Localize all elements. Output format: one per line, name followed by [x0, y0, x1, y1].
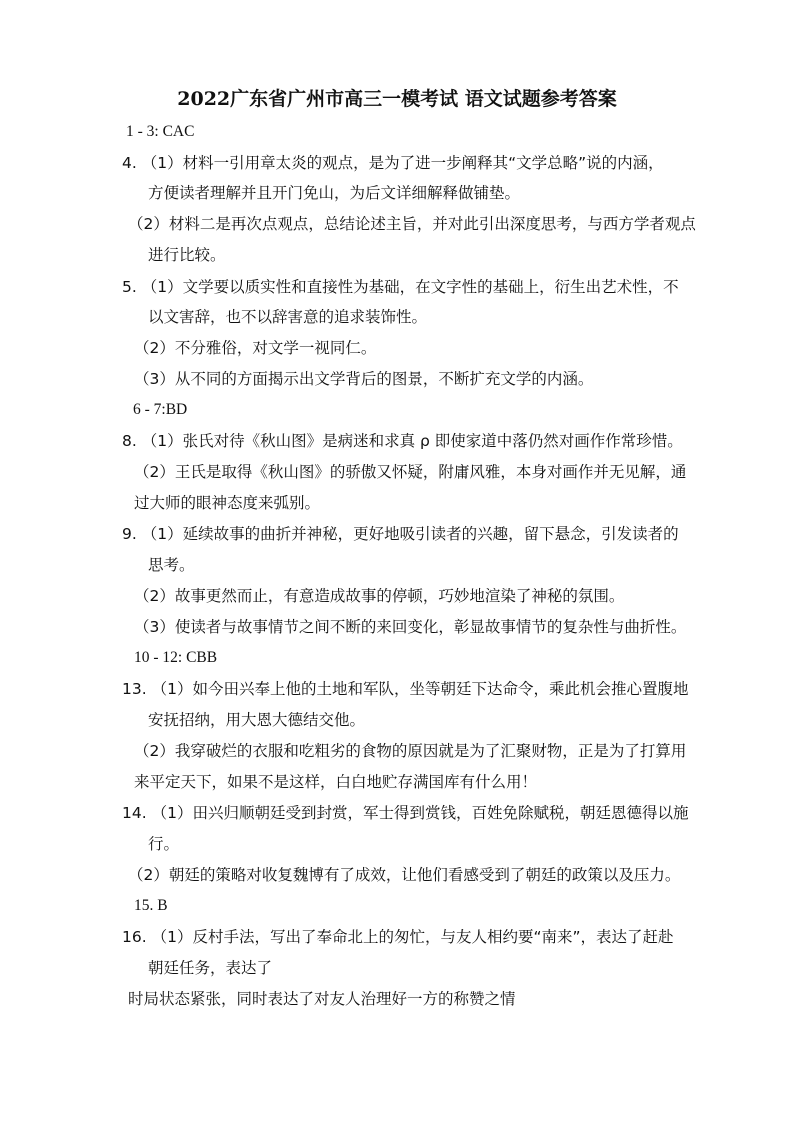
answer-line-4-a: 4. （1）材料一引用章太炎的观点，是为了进一步阐释其“文学总略”说的内涵，	[122, 154, 664, 172]
answer-line-10-12: 10 - 12: CBB	[134, 649, 218, 666]
answer-line-14-a: 14. （1）田兴归顺朝廷受到封赏，军士得到赏钱，百姓免除赋税，朝廷恩德得以施	[122, 804, 689, 822]
answer-line-5-c: （2）不分雅俗，对文学一视同仁。	[134, 339, 377, 357]
answer-line-4-d: 进行比较。	[148, 246, 226, 264]
page-title: 2022广东省广州市高三一模考试 语文试题参考答案	[177, 88, 617, 110]
answer-line-13-b: 安抚招纳，用大恩大德结交他。	[148, 711, 366, 729]
answer-line-13-c: （2）我穿破烂的衣服和吃粗劣的食物的原因就是为了汇聚财物，正是为了打算用	[134, 742, 687, 760]
answer-line-15: 15. B	[134, 897, 168, 914]
answer-line-1-3: 1 - 3: CAC	[126, 123, 195, 140]
answer-line-14-b: 行。	[148, 835, 180, 853]
answer-line-8-c: 过大师的眼神态度来弧别。	[134, 494, 321, 512]
answer-line-9-a: 9. （1）延续故事的曲折并神秘，更好地吸引读者的兴趣，留下悬念，引发读者的	[122, 525, 679, 543]
answer-line-16-a: 16. （1）反村手法，写出了奉命北上的匆忙，与友人相约要“南来”，表达了赶赴	[122, 928, 674, 946]
answer-line-8-a: 8. （1）张氏对待《秋山图》是病迷和求真 ρ 即使家道中落仍然对画作作常珍惜。	[122, 432, 683, 450]
answer-line-4-b: 方便读者理解并且开门免山，为后文详细解释做铺垫。	[148, 184, 521, 202]
answer-line-13-d: 来平定天下，如果不是这样，白白地贮存满国库有什么用！	[134, 773, 538, 791]
answer-line-9-b: 思考。	[148, 556, 195, 574]
answer-line-16-c: 时局状态紧张，同时表达了对友人治理好一方的称赞之情	[128, 990, 516, 1008]
answer-line-9-d: （3）使读者与故事情节之间不断的来回变化，彰显故事情节的复杂性与曲折性。	[134, 618, 687, 636]
answer-line-14-c: （2）朝廷的策略对收复魏博有了成效，让他们看感受到了朝廷的政策以及压力。	[128, 866, 681, 884]
answer-line-9-c: （2）故事更然而止，有意造成故事的停顿，巧妙地渲染了神秘的氛围。	[134, 587, 625, 605]
answer-line-8-b: （2）王氏是取得《秋山图》的骄傲又怀疑，附庸风雅，本身对画作并无见解，通	[134, 463, 687, 481]
answer-line-6-7: 6 - 7:BD	[133, 401, 188, 418]
answer-line-5-a: 5. （1）文学要以质实性和直接性为基础，在文字性的基础上，衍生出艺术性，不	[122, 278, 679, 296]
answer-line-13-a: 13. （1）如今田兴奉上他的土地和军队，坐等朝廷下达命令，乘此机会推心置腹地	[122, 680, 689, 698]
answer-line-5-d: （3）从不同的方面揭示出文学背后的图景，不断扩充文学的内涵。	[134, 370, 594, 388]
answer-line-4-c: （2）材料二是再次点观点，总结论述主旨，并对此引出深度思考，与西方学者观点	[128, 215, 696, 233]
answer-line-5-b: 以文害辞，也不以辞害意的追求装饰性。	[148, 308, 428, 326]
answer-line-16-b: 朝廷任务，表达了	[148, 959, 273, 977]
